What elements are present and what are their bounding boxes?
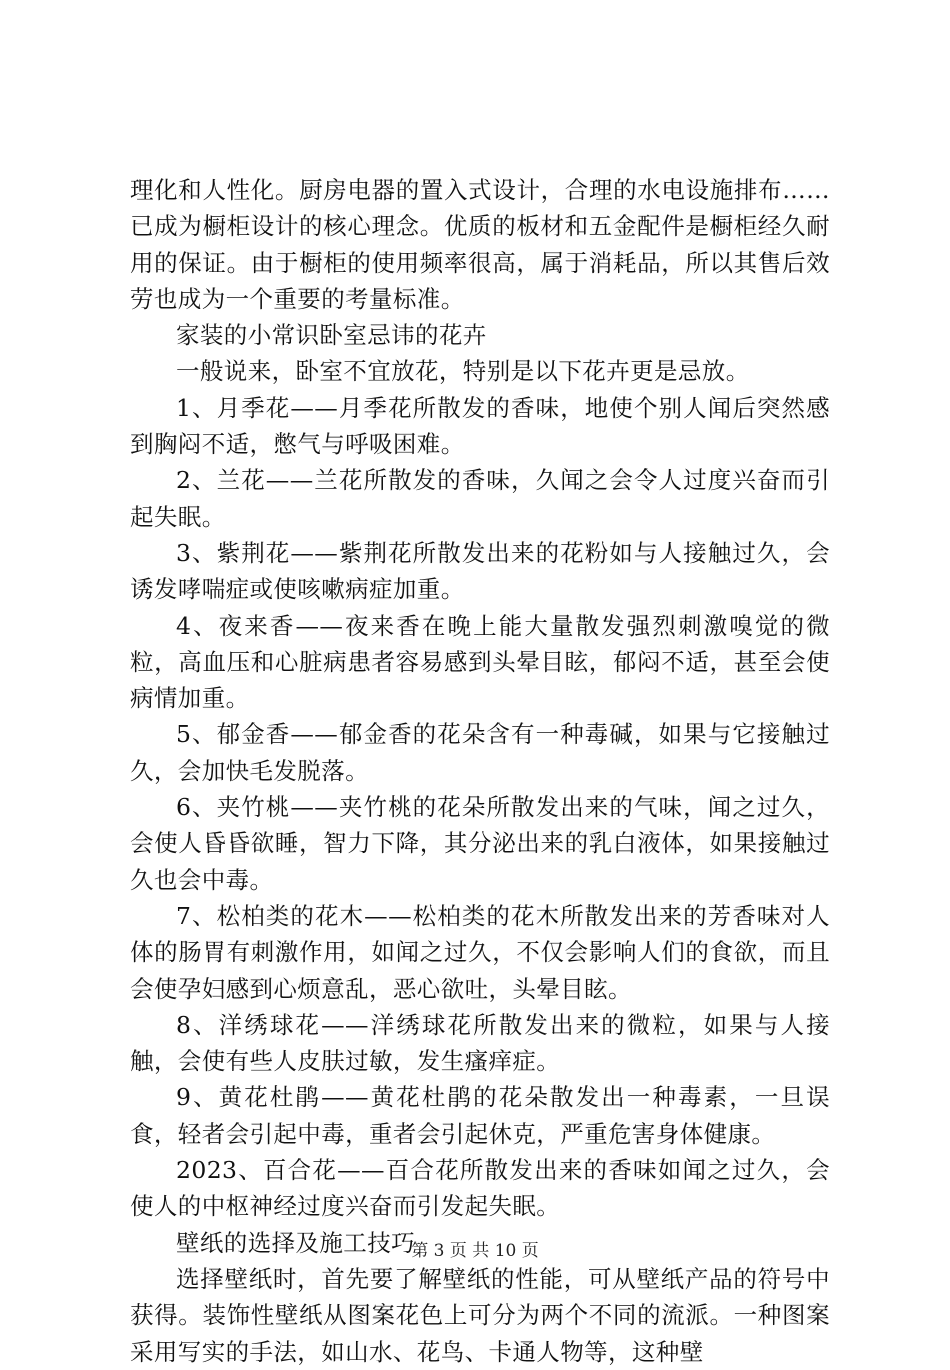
list-item-7: 7、松柏类的花木——松柏类的花木所散发出来的芳香味对人体的肠胃有刺激作用，如闻之过久，不仅会影响人们的食欲，而且会使孕妇感到心烦意乱，恶心欲吐，头晕目眩。 xyxy=(130,901,830,1003)
list-item-4: 4、夜来香——夜来香在晚上能大量散发强烈刺激嗅觉的微粒，高血压和心脏病患者容易感到头晕目眩，郁闷不适，甚至会使病情加重。 xyxy=(130,611,830,713)
section-heading-bedroom-flowers: 家装的小常识卧室忌讳的花卉 xyxy=(176,321,487,350)
list-item-5: 5、郁金香——郁金香的花朵含有一种毒碱，如果与它接触过久，会加快毛发脱落。 xyxy=(130,720,830,785)
list-item-8: 8、洋绣球花——洋绣球花所散发出来的微粒，如果与人接触，会使有些人皮肤过敏，发生瘙痒症。 xyxy=(130,1010,830,1076)
paragraph-wallpaper: 选择壁纸时，首先要了解壁纸的性能，可从壁纸产品的符号中获得。装饰性壁纸从图案花色上可分为两个不同的流派。一种图案采用写实的手法，如山水、花鸟、卡通人物等，这种壁 xyxy=(130,1264,830,1366)
section-heading-wallpaper: 壁纸的选择及施工技巧 xyxy=(176,1228,415,1257)
paragraph-continuation: 理化和人性化。厨房电器的置入式设计，合理的水电设施排布……已成为橱柜设计的核心理念。优质的板材和五金配件是橱柜经久耐用的保证。由于橱柜的使用频率很高，属于消耗品，所以其售后效劳也成为一个重要的考量标准。 xyxy=(130,176,830,313)
list-item-1: 1、月季花——月季花所散发的香味，地使个别人闻后突然感到胸闷不适，憋气与呼吸困难。 xyxy=(130,393,830,459)
list-item-3: 3、紫荆花——紫荆花所散发出来的花粉如与人接触过久，会诱发哮喘症或使咳嗽病症加重。 xyxy=(130,538,830,604)
list-item-10: 2023、百合花——百合花所散发出来的香味如闻之过久，会使人的中枢神经过度兴奋而引发起失眠。 xyxy=(130,1156,830,1221)
list-item-6: 6、夹竹桃——夹竹桃的花朵所散发出来的气味，闻之过久，会使人昏昏欲睡，智力下降，其分泌出来的乳白液体，如果接触过久也会中毒。 xyxy=(130,793,830,894)
page-number-footer: 第 3 页 共 10 页 xyxy=(411,1241,539,1261)
document-body xyxy=(130,172,830,1370)
list-item-2: 2、兰花——兰花所散发的香味，久闻之会令人过度兴奋而引起失眠。 xyxy=(130,466,830,531)
list-item-9: 9、黄花杜鹃——黄花杜鹃的花朵散发出一种毒素，一旦误食，轻者会引起中毒，重者会引起休克，严重危害身体健康。 xyxy=(130,1083,830,1148)
paragraph-intro: 一般说来，卧室不宜放花，特别是以下花卉更是忌放。 xyxy=(176,357,750,386)
